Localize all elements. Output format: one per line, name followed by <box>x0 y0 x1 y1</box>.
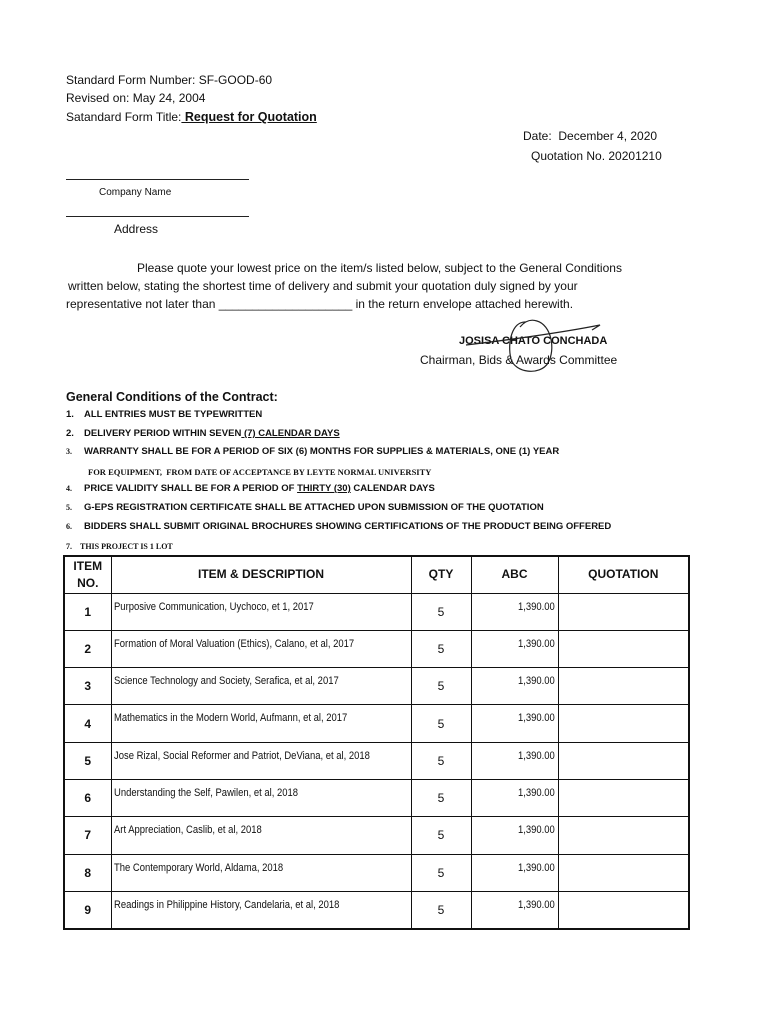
condition-2 <box>66 428 340 439</box>
item-number: 9 <box>64 891 111 928</box>
condition-text: PRICE VALIDITY SHALL BE FOR A PERIOD OF <box>84 483 298 494</box>
table-row <box>64 668 689 705</box>
item-description-text: Understanding the Self, Pawilen, et al, 2018 <box>113 786 298 799</box>
condition-number: 1. <box>66 409 74 420</box>
item-description-text: Science Technology and Society, Serafica, et al, 2017 <box>113 675 339 688</box>
table-row <box>64 593 689 630</box>
item-number: 6 <box>64 779 111 816</box>
condition-number: 4. <box>66 484 72 493</box>
condition-text: BIDDERS SHALL SUBMIT ORIGINAL BROCHURES SHOWING CERTIFICATIONS OF THE PRODUCT BEING OFFERED <box>84 521 612 532</box>
item-description <box>111 705 411 742</box>
header-abc: ABC <box>471 556 558 593</box>
item-qty: 5 <box>411 854 471 891</box>
form-title-value: Request for Quotation <box>181 110 317 124</box>
item-quotation-cell <box>558 630 689 667</box>
condition-number: 5. <box>66 503 72 512</box>
item-abc-value: 1,390.00 <box>517 637 555 650</box>
header-item-no-line2: NO. <box>77 575 99 590</box>
quotation-number: Quotation No. 20201210 <box>531 149 662 163</box>
table-row <box>64 630 689 667</box>
revised-date: Revised on: May 24, 2004 <box>66 91 206 105</box>
item-abc <box>471 779 558 816</box>
item-number: 2 <box>64 630 111 667</box>
condition-text: G-EPS REGISTRATION CERTIFICATE SHALL BE ATTACHED UPON SUBMISSION OF THE QUOTATION <box>84 502 544 513</box>
condition-number: 2. <box>66 428 74 439</box>
item-description <box>111 668 411 705</box>
address-label: Address <box>114 222 159 236</box>
form-title-line <box>66 110 317 124</box>
header-qty: QTY <box>411 556 471 593</box>
items-table <box>63 555 690 930</box>
condition-3-continuation: FOR EQUIPMENT, FROM DATE OF ACCEPTANCE BY LEYTE NORMAL UNIVERSITY <box>88 467 432 477</box>
item-abc <box>471 705 558 742</box>
condition-7 <box>66 541 173 552</box>
item-qty: 5 <box>411 779 471 816</box>
item-abc <box>471 891 558 928</box>
header-item-no <box>64 556 111 593</box>
item-abc <box>471 593 558 630</box>
item-abc-value: 1,390.00 <box>517 675 555 688</box>
item-abc-value: 1,390.00 <box>517 898 555 911</box>
request-text-line-3: representative not later than ____________________ in the return envelope attached herewith. <box>66 297 574 311</box>
item-abc-value: 1,390.00 <box>517 824 555 837</box>
table-header-row <box>64 556 689 593</box>
item-description-text: Readings in Philippine History, Candelaria, et al, 2018 <box>113 898 339 911</box>
item-abc-value: 1,390.00 <box>517 712 555 725</box>
item-quotation-cell <box>558 854 689 891</box>
condition-5 <box>66 502 544 513</box>
table-row <box>64 742 689 779</box>
item-description-text: Art Appreciation, Caslib, et al, 2018 <box>113 824 262 837</box>
item-description-text: Mathematics in the Modern World, Aufmann, et al, 2017 <box>113 712 347 725</box>
item-description-text: Jose Rizal, Social Reformer and Patriot, DeViana, et al, 2018 <box>113 749 370 762</box>
condition-6 <box>66 521 611 532</box>
item-abc-value: 1,390.00 <box>517 600 555 613</box>
signatory-position: Chairman, Bids & Awards Committee <box>420 353 618 367</box>
condition-number: 3. <box>66 447 72 456</box>
company-name-label: Company Name <box>99 187 172 198</box>
conditions-heading: General Conditions of the Contract: <box>66 390 278 404</box>
form-number: Standard Form Number: SF-GOOD-60 <box>66 73 273 87</box>
condition-text: WARRANTY SHALL BE FOR A PERIOD OF SIX (6) MONTHS FOR SUPPLIES & MATERIALS, ONE (1) YEAR <box>84 446 560 457</box>
item-number: 1 <box>64 593 111 630</box>
item-abc-value: 1,390.00 <box>517 786 555 799</box>
header-description: ITEM & DESCRIPTION <box>111 556 411 593</box>
quotation-date: Date: December 4, 2020 <box>523 129 658 143</box>
condition-underlined-text: (7) CALENDAR DAYS <box>241 428 340 439</box>
item-qty: 5 <box>411 891 471 928</box>
item-quotation-cell <box>558 891 689 928</box>
item-number: 5 <box>64 742 111 779</box>
table-row <box>64 817 689 854</box>
item-qty: 5 <box>411 630 471 667</box>
item-description <box>111 593 411 630</box>
company-name-line <box>66 179 249 180</box>
condition-underlined-text: THIRTY (30) <box>297 483 351 494</box>
item-description-text: The Contemporary World, Aldama, 2018 <box>113 861 283 874</box>
item-description <box>111 854 411 891</box>
item-abc-value: 1,390.00 <box>517 861 555 874</box>
item-number: 4 <box>64 705 111 742</box>
item-description <box>111 891 411 928</box>
condition-number: 7. <box>66 542 72 551</box>
condition-text: THIS PROJECT IS 1 LOT <box>80 542 173 551</box>
item-qty: 5 <box>411 593 471 630</box>
item-quotation-cell <box>558 705 689 742</box>
condition-text: ALL ENTRIES MUST BE TYPEWRITTEN <box>84 409 263 420</box>
request-text-line-2: written below, stating the shortest time of delivery and submit your quotation duly signed by your <box>68 279 578 293</box>
address-line <box>66 216 249 217</box>
item-quotation-cell <box>558 668 689 705</box>
item-qty: 5 <box>411 705 471 742</box>
item-abc <box>471 742 558 779</box>
item-description <box>111 742 411 779</box>
item-description-text: Formation of Moral Valuation (Ethics), Calano, et al, 2017 <box>113 637 354 650</box>
form-title-label: Satandard Form Title: <box>66 110 182 124</box>
item-abc <box>471 668 558 705</box>
table-row <box>64 779 689 816</box>
condition-3 <box>66 446 559 457</box>
signatory-name: JOSISA CHATO CONCHADA <box>459 335 608 347</box>
request-text-line-1: Please quote your lowest price on the item/s listed below, subject to the General Conditions <box>137 261 622 275</box>
item-qty: 5 <box>411 668 471 705</box>
header-item-no-line1: ITEM <box>73 558 103 573</box>
table-row <box>64 891 689 928</box>
condition-1 <box>66 409 262 420</box>
condition-number: 6. <box>66 522 72 531</box>
table-row <box>64 705 689 742</box>
item-quotation-cell <box>558 817 689 854</box>
condition-4 <box>66 483 435 494</box>
item-number: 7 <box>64 817 111 854</box>
item-description <box>111 817 411 854</box>
item-qty: 5 <box>411 742 471 779</box>
item-description-text: Purposive Communication, Uychoco, et 1, 2017 <box>113 600 314 613</box>
item-number: 8 <box>64 854 111 891</box>
item-quotation-cell <box>558 742 689 779</box>
condition-text-after: CALENDAR DAYS <box>350 483 435 494</box>
item-abc <box>471 630 558 667</box>
item-qty: 5 <box>411 817 471 854</box>
condition-text: DELIVERY PERIOD WITHIN SEVEN <box>84 428 242 439</box>
header-quotation: QUOTATION <box>558 556 689 593</box>
item-abc <box>471 817 558 854</box>
item-number: 3 <box>64 668 111 705</box>
item-abc-value: 1,390.00 <box>517 749 555 762</box>
item-description <box>111 630 411 667</box>
item-description <box>111 779 411 816</box>
item-quotation-cell <box>558 593 689 630</box>
item-abc <box>471 854 558 891</box>
item-quotation-cell <box>558 779 689 816</box>
table-row <box>64 854 689 891</box>
